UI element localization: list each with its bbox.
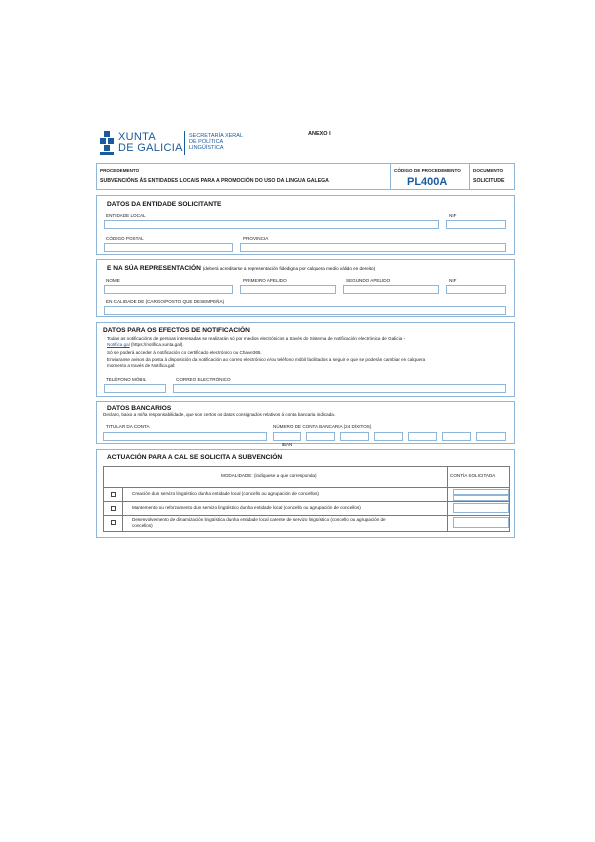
row1-text: Creación dun servizo lingüístico dunha entidade local (concello ou agrupación de concellos) — [132, 491, 319, 496]
representation-note: (deberá acreditarse a representación fidedigna por calquera medio válido en dereito) — [202, 266, 376, 271]
phone-label: TELÉFONO MÓBIL — [106, 377, 147, 382]
notification-line2 — [107, 342, 184, 348]
notifica-url: (https://notifica.xunta.gal). — [131, 342, 184, 347]
procedure-title: SUBVENCIÓNS ÁS ENTIDADES LOCAIS PARA A PROMOCIÓN DO USO DA LINGUA GALEGA — [100, 178, 329, 184]
row3-text-cont: concellos) — [132, 523, 153, 528]
role-input[interactable] — [104, 306, 506, 315]
procedure-code: PL400A — [407, 176, 448, 188]
role-label: EN CALIDADE DE (CARGO/POSTO QUE DESEMPEÑA) — [106, 299, 225, 304]
rep-nif-label: NIF — [449, 278, 457, 283]
notification-line4: Enviaranse avisos da posta á disposición da notificación ao correo electrónico e/ou teléfono móbil facilitados a seguir e que se poderán cambiar en calquera — [107, 357, 426, 362]
account-block-5[interactable] — [442, 432, 471, 441]
row1-amount-input-2[interactable] — [453, 495, 509, 501]
row2-text: Mantemento ou reforzamento dun servizo lingüístico dunha entidade local (concello ou agrupación de concellos) — [132, 505, 361, 510]
iban-label: IBAN — [281, 442, 293, 447]
row3-checkbox[interactable] — [111, 520, 116, 525]
province-label: PROVINCIA — [243, 236, 269, 241]
row3-text: Desenvolvemento de dinamización lingüística dunha entidade local carente de servizo lingüístico (concello ou agrupación de — [132, 517, 386, 522]
procedure-box — [96, 163, 515, 190]
bank-title: DATOS BANCARIOS — [107, 405, 172, 412]
representation-title-text: E NA SÚA REPRESENTACIÓN — [107, 265, 201, 272]
procedure-code-label: CÓDIGO DE PROCEDEMENTO — [394, 168, 461, 173]
notification-section — [96, 322, 515, 397]
dept-line3: LINGÜÍSTICA — [189, 145, 224, 151]
logo-line1: XUNTA — [118, 131, 156, 143]
first-surname-label: PRIMEIRO APELIDO — [243, 278, 287, 283]
action-section — [96, 449, 515, 538]
row1-checkbox[interactable] — [111, 492, 116, 497]
document-type: SOLICITUDE — [473, 178, 505, 184]
row2-checkbox[interactable] — [111, 506, 116, 511]
name-input[interactable] — [104, 285, 233, 294]
modality-note: (indíquese a que corresponda) — [253, 473, 317, 478]
notifica-link[interactable]: Notifica.gal — [107, 342, 130, 347]
notification-line1: Todas as notificacións de persoas interesadas se realizarán só por medios electrónicos a través do Sistema de notificación electrónica de Galicia - — [107, 336, 405, 341]
applicant-nif-label: NIF — [449, 213, 457, 218]
modality-label: MODALIDADE — [221, 473, 252, 478]
account-block-2[interactable] — [340, 432, 369, 441]
bank-section — [96, 401, 515, 447]
logo-line2: DE GALICIA — [118, 142, 183, 154]
action-table — [103, 466, 510, 532]
account-block-4[interactable] — [408, 432, 437, 441]
notification-line3: Só se poderá acceder á notificación co certificado electrónico ou Chave365. — [107, 350, 262, 355]
account-label: NÚMERO DE CONTA BANCARIA (24 DÍXITOS) — [273, 424, 372, 429]
notification-line5: momento a través de Notifica.gal: — [107, 363, 176, 368]
holder-input[interactable] — [103, 432, 267, 441]
account-block-3[interactable] — [374, 432, 403, 441]
applicant-nif-input[interactable] — [446, 220, 506, 229]
amount-header: CONTÍA SOLICITADA — [450, 473, 496, 478]
holder-label: TITULAR DA CONTA — [106, 424, 150, 429]
row3-amount-input[interactable] — [453, 517, 509, 528]
action-title: ACTUACIÓN PARA A CAL SE SOLICITA A SUBVENCIÓN — [107, 454, 283, 461]
modality-header: MODALIDADE: (indíquese a que corresponda) — [221, 473, 317, 478]
entity-input[interactable] — [104, 220, 439, 229]
postal-code-label: CÓDIGO POSTAL — [106, 236, 144, 241]
procedure-label: PROCEDEMENTO — [100, 168, 140, 173]
email-label: CORREO ELECTRÓNICO — [176, 377, 231, 382]
representation-section — [96, 259, 515, 317]
xunta-logo — [100, 130, 260, 158]
iban-box[interactable] — [273, 432, 301, 447]
entity-label: ENTIDADE LOCAL — [106, 213, 146, 218]
province-input[interactable] — [240, 243, 506, 252]
xunta-emblem-icon — [100, 131, 114, 155]
logo-divider — [184, 131, 185, 155]
email-input[interactable] — [173, 384, 506, 393]
phone-input[interactable] — [104, 384, 166, 393]
postal-code-input[interactable] — [104, 243, 233, 252]
notification-title: DATOS PARA OS EFECTOS DE NOTIFICACIÓN — [103, 327, 250, 334]
document-label: DOCUMENTO — [473, 168, 504, 173]
dept-line1: SECRETARÍA XERAL — [189, 133, 243, 139]
account-block-1[interactable] — [306, 432, 335, 441]
bank-declaration: Declaro, baixo a miña responsabilidade, que son certos os datos consignados relativos á conta bancaria indicada. — [103, 412, 336, 417]
anexo-label: ANEXO I — [308, 131, 331, 137]
account-block-6[interactable] — [476, 432, 506, 441]
representation-title — [107, 265, 375, 272]
rep-nif-input[interactable] — [446, 285, 506, 294]
applicant-section — [96, 195, 515, 255]
second-surname-label: SEGUNDO APELIDO — [346, 278, 391, 283]
applicant-title: DATOS DA ENTIDADE SOLICITANTE — [107, 201, 222, 208]
row2-amount-input[interactable] — [453, 503, 509, 513]
first-surname-input[interactable] — [240, 285, 336, 294]
dept-line2: DE POLÍTICA — [189, 139, 224, 145]
name-label: NOME — [106, 278, 120, 283]
second-surname-input[interactable] — [343, 285, 439, 294]
